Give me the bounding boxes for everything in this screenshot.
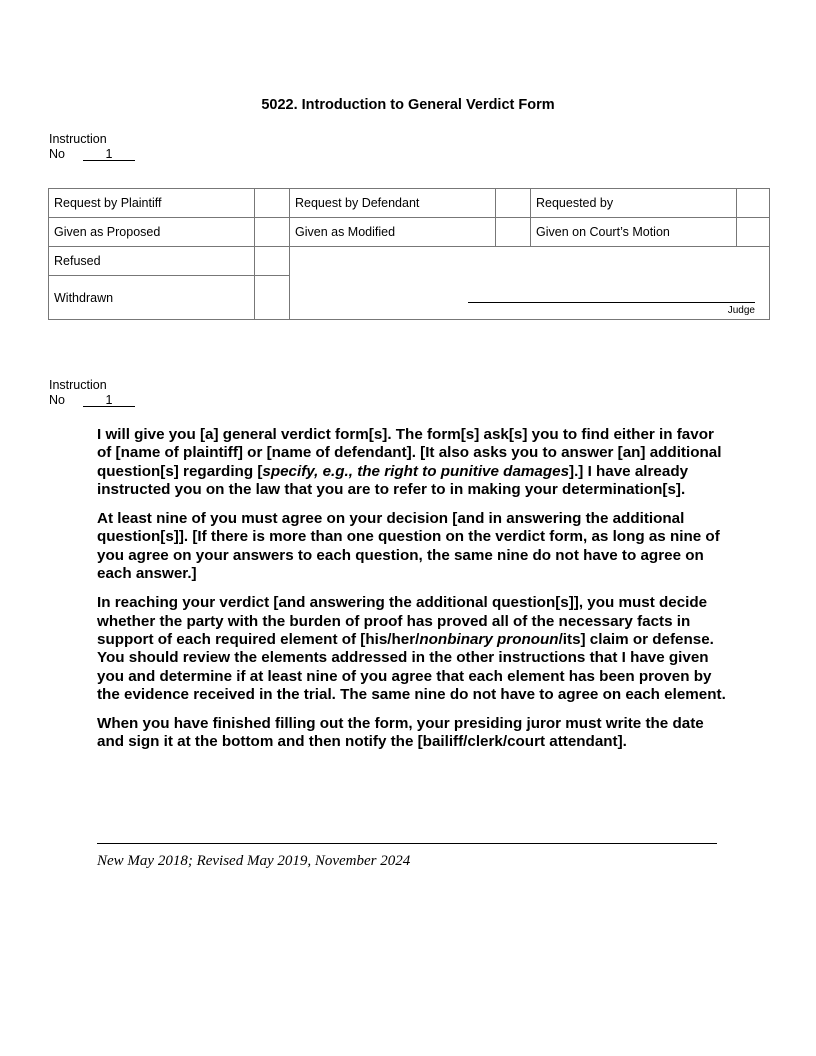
body-text: /its] claim or defense. You should review the elements addressed in the other instructions that I have given you and determine if at least nine of you agree that each element has been proven by the evidence received in the trial. The same nine do not have to agree on each element. <box>97 630 726 703</box>
body-italic-text: nonbinary pronoun <box>419 630 559 648</box>
request-by-defendant-checkbox[interactable] <box>496 189 531 218</box>
withdrawn-label: Withdrawn <box>49 276 255 320</box>
request-by-plaintiff-label: Request by Plaintiff <box>49 189 255 218</box>
withdrawn-checkbox[interactable] <box>255 276 290 320</box>
page-title: 5022. Introduction to General Verdict Form <box>261 97 555 113</box>
request-by-defendant-label: Request by Defendant <box>290 189 496 218</box>
instruction-no-label: No <box>49 392 65 407</box>
instruction-number-bottom <box>49 378 135 407</box>
judge-label: Judge <box>727 305 755 316</box>
given-as-proposed-label: Given as Proposed <box>49 218 255 247</box>
revision-history: New May 2018; Revised May 2019, November 2024 <box>97 853 411 869</box>
given-as-proposed-checkbox[interactable] <box>255 218 290 247</box>
body-text: ].] I have already instructed you on the law that you are to refer to in making your determination[s]. <box>97 462 689 498</box>
judge-signature-area <box>290 247 770 320</box>
judge-signature-line[interactable] <box>468 302 755 303</box>
instruction-number-field[interactable]: 1 <box>83 148 135 161</box>
instruction-number-field[interactable]: 1 <box>83 394 135 407</box>
body-italic-text: specify, e.g., the right to punitive damages <box>262 462 570 480</box>
refused-checkbox[interactable] <box>255 247 290 276</box>
given-as-modified-checkbox[interactable] <box>496 218 531 247</box>
instruction-label: Instruction <box>49 132 107 146</box>
request-by-plaintiff-checkbox[interactable] <box>255 189 290 218</box>
requested-by-checkbox[interactable] <box>737 189 770 218</box>
section-divider <box>97 843 717 844</box>
body-paragraph-1 <box>97 426 727 499</box>
body-paragraph-4: When you have finished filling out the form, your presiding juror must write the date and sign it at the bottom and then notify the [bailiff/clerk/court attendant]. <box>97 715 704 751</box>
given-as-modified-label: Given as Modified <box>290 218 496 247</box>
refused-label: Refused <box>49 247 255 276</box>
given-on-courts-motion-checkbox[interactable] <box>737 218 770 247</box>
instruction-number-top <box>49 132 135 161</box>
body-paragraph-2: At least nine of you must agree on your decision [and in answering the additional question[s]]. [If there is more than one question on the verdict form, as long as nine of you agree on your answers to each question, the same nine do not have to agree on each answer.] <box>97 510 720 583</box>
instruction-label: Instruction <box>49 378 107 392</box>
given-on-courts-motion-label: Given on Court’s Motion <box>531 218 737 247</box>
body-text: I will give you [a] general verdict form[s]. The form[s] ask[s] you to find either in favor of [name of plaintiff] or [name of defendant]. [It also asks you to answer [an] additional question[s] regarding [ <box>97 426 722 480</box>
requested-by-label: Requested by <box>531 189 737 218</box>
body-text: In reaching your verdict [and answering the additional question[s]], you must decide whether the party with the burden of proof has proved all of the necessary facts in support of each required element of [his/her/ <box>97 594 708 648</box>
instruction-no-label: No <box>49 146 65 161</box>
request-table <box>48 188 770 320</box>
instruction-body <box>97 426 727 752</box>
body-paragraph-3 <box>97 594 727 704</box>
